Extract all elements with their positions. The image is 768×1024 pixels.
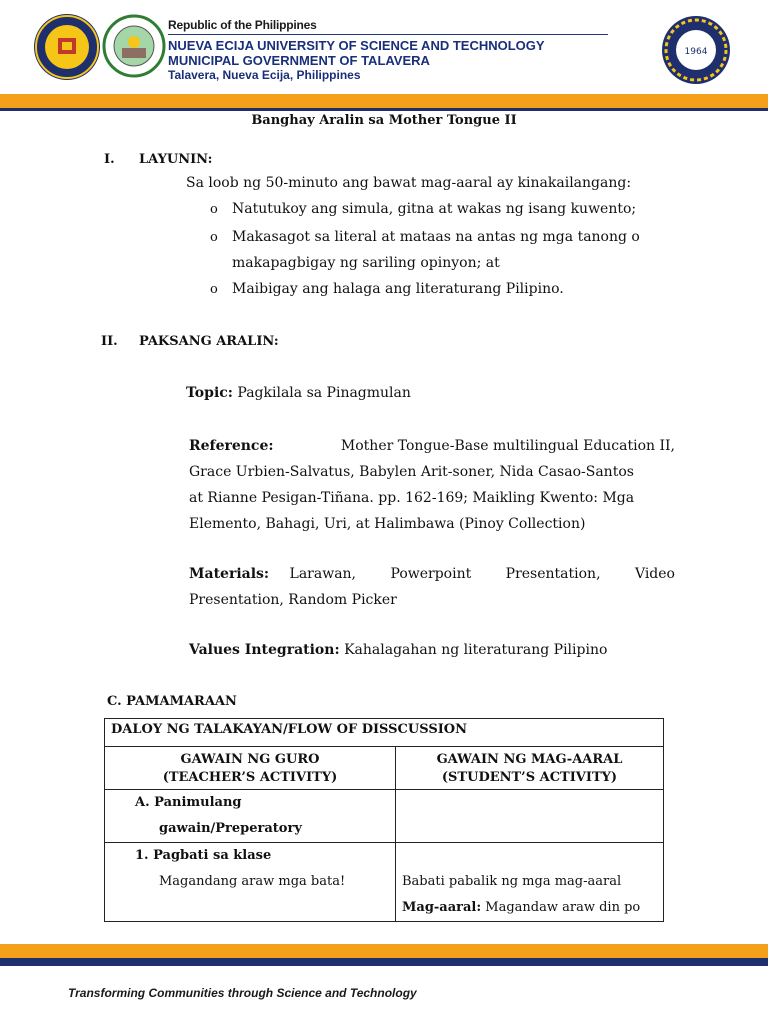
header-orange-band bbox=[0, 94, 768, 108]
table-row bbox=[105, 843, 664, 922]
section1-intro: Sa loob ng 50-minuto ang bawat mag-aaral ay kinakailangang: bbox=[186, 175, 632, 191]
row2-student-response bbox=[402, 895, 663, 921]
header-divider bbox=[168, 34, 608, 35]
header-municipality: MUNICIPAL GOVERNMENT OF TALAVERA bbox=[168, 53, 430, 68]
teacher-column-header bbox=[105, 747, 396, 790]
student-response-label: Mag-aaral: bbox=[402, 900, 482, 915]
talavera-seal-logo bbox=[102, 14, 166, 78]
header-republic: Republic of the Philippines bbox=[168, 18, 317, 32]
row2-student-text: Babati pabalik ng mga mag-aaral bbox=[402, 874, 622, 889]
materials-label: Materials: bbox=[189, 566, 270, 582]
values-label: Values Integration: bbox=[189, 642, 340, 658]
section3-heading: C. PAMAMARAAN bbox=[107, 694, 237, 709]
header-text-block bbox=[168, 18, 545, 82]
teacher-cell bbox=[105, 843, 396, 922]
bullet-marker: o bbox=[210, 282, 218, 297]
row2-teacher-text: Magandang araw mga bata! bbox=[159, 874, 346, 889]
flow-of-discussion-table bbox=[104, 718, 664, 922]
topic-value: Pagkilala sa Pinagmulan bbox=[237, 385, 411, 401]
table-row bbox=[105, 790, 664, 843]
header-location: Talavera, Nueva Ecija, Philippines bbox=[168, 68, 361, 82]
materials-line: Presentation, Random Picker bbox=[189, 592, 397, 608]
page-title: Banghay Aralin sa Mother Tongue II bbox=[251, 113, 517, 128]
materials-line-text: Larawan, Powerpoint Presentation, Video bbox=[289, 566, 675, 582]
reference-block bbox=[189, 433, 675, 537]
bullet-marker: o bbox=[210, 202, 218, 217]
objective-item-continuation: makapagbigay ng sariling opinyon; at bbox=[232, 255, 500, 271]
student-column-header bbox=[396, 747, 664, 790]
reference-line-text: Mother Tongue-Base multilingual Education II, bbox=[340, 438, 675, 454]
reference-line: at Rianne Pesigan-Tiñana. pp. 162-169; Maikling Kwento: Mga bbox=[189, 490, 635, 506]
header-navy-band bbox=[0, 108, 768, 111]
section1-heading: LAYUNIN: bbox=[139, 152, 213, 167]
student-cell bbox=[396, 843, 664, 922]
topic-row bbox=[186, 385, 411, 401]
bullet-marker: o bbox=[210, 230, 218, 245]
values-row bbox=[189, 642, 607, 658]
section2-number: II. bbox=[101, 334, 118, 349]
seal-year: 1964 bbox=[684, 47, 708, 57]
teacher-header-line1: GAWAIN NG GURO bbox=[180, 752, 320, 767]
footer-navy-band bbox=[0, 958, 768, 966]
row1-line2: gawain/Preperatory bbox=[159, 821, 302, 836]
footer-orange-band bbox=[0, 944, 768, 958]
college-of-education-seal bbox=[660, 14, 732, 86]
materials-line bbox=[189, 561, 675, 587]
objective-item: Maibigay ang halaga ang literaturang Pilipino. bbox=[232, 281, 564, 297]
student-cell bbox=[396, 790, 664, 843]
table-title-row bbox=[105, 719, 664, 747]
section1-number: I. bbox=[104, 152, 115, 167]
topic-label: Topic: bbox=[186, 385, 233, 401]
header-university: NUEVA ECIJA UNIVERSITY OF SCIENCE AND TECHNOLOGY bbox=[168, 38, 545, 53]
student-header-line1: GAWAIN NG MAG-AARAL bbox=[436, 752, 623, 767]
reference-label: Reference: bbox=[189, 438, 274, 454]
student-header-line2: (STUDENT’S ACTIVITY) bbox=[441, 770, 618, 785]
table-title: DALOY NG TALAKAYAN/FLOW OF DISSCUSSION bbox=[105, 719, 664, 747]
values-value: Kahalagahan ng literaturang Pilipino bbox=[344, 642, 608, 658]
objective-item: Makasagot sa literal at mataas na antas ng mga tanong o bbox=[232, 229, 640, 245]
materials-block bbox=[189, 561, 675, 613]
objective-item: Natutukoy ang simula, gitna at wakas ng isang kuwento; bbox=[232, 201, 637, 217]
reference-line: Elemento, Bahagi, Uri, at Halimbawa (Pinoy Collection) bbox=[189, 516, 586, 532]
reference-line: Grace Urbien-Salvatus, Babylen Arit-soner, Nida Casao-Santos bbox=[189, 464, 634, 480]
row1-line1: A. Panimulang bbox=[135, 795, 242, 810]
teacher-cell bbox=[105, 790, 396, 843]
neust-seal-logo bbox=[34, 14, 100, 80]
table-header-row bbox=[105, 747, 664, 790]
footer-tagline: Transforming Communities through Science and Technology bbox=[68, 986, 417, 1000]
reference-line bbox=[189, 433, 675, 459]
student-response-value: Magandaw araw din po bbox=[485, 900, 641, 915]
section2-heading: PAKSANG ARALIN: bbox=[139, 334, 279, 349]
row2-heading: 1. Pagbati sa klase bbox=[135, 848, 272, 863]
teacher-header-line2: (TEACHER’S ACTIVITY) bbox=[162, 770, 338, 785]
